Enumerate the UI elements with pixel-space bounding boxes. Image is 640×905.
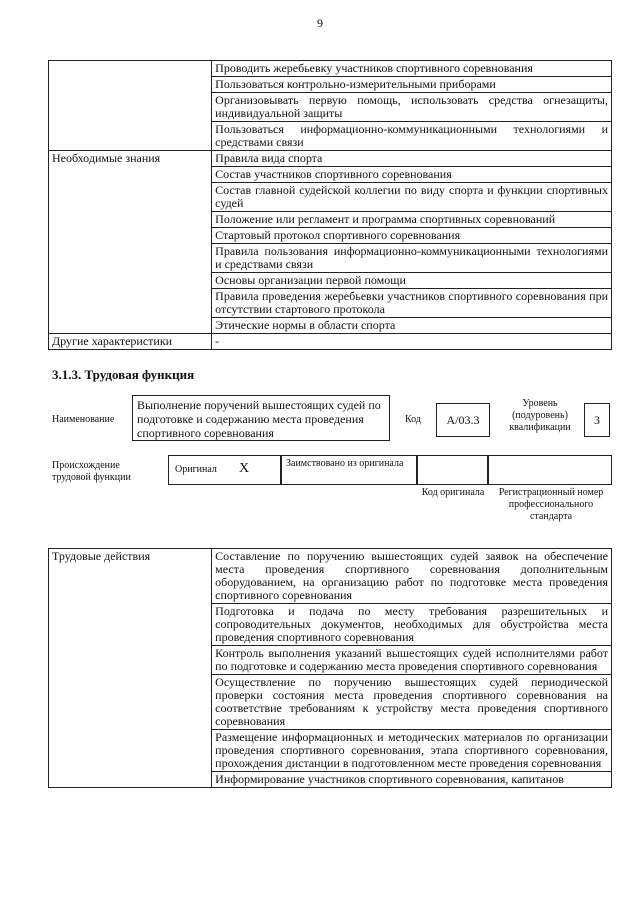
labor-actions-label: Трудовые действия [49,549,212,788]
page-number: 9 [317,16,323,30]
knowledge-label: Необходимые знания [49,151,212,334]
level-value-box: 3 [584,403,610,437]
reg-number-box [488,455,612,485]
labor-action-item: Осуществление по поручению вышестоящих судей периодической проверки состояния места проведения спортивного соревнования на соответствие требованиям к устройству места проведения спортивного соревнования [212,675,612,730]
other-characteristics-value: - [212,334,612,350]
knowledge-item: Основы организации первой помощи [212,273,612,289]
skill-item: Пользоваться контрольно-измерительными приборами [212,77,612,93]
knowledge-item: Правила пользования информационно-коммуникационными технологиями и средствами связи [212,244,612,273]
code-label: Код [405,414,421,425]
section-heading: 3.1.3. Трудовая функция [52,367,195,382]
skill-item: Проводить жеребьевку участников спортивного соревнования [212,61,612,77]
labor-action-item: Контроль выполнения указаний вышестоящих судей исполнителями работ по подготовке и содержанию места проведения спортивного соревнования [212,646,612,675]
knowledge-item: Этические нормы в области спорта [212,318,612,334]
orig-code-box [417,455,488,485]
function-name-box: Выполнение поручений вышестоящих судей по подготовке и содержанию места проведения спортивного соревнования [132,395,390,441]
skill-item: Организовывать первую помощь, использовать средства огнезащиты, индивидуальной защиты [212,93,612,122]
labor-action-item: Составление по поручению вышестоящих судей заявок на обеспечение места проведения спортивного соревнования дополнительным оборудованием, на организацию работ по подготовке места проведения спортивного соревнования [212,549,612,604]
reg-number-label: Регистрационный номер профессионального стандарта [498,487,604,522]
labor-action-item: Подготовка и подача по месту требования разрешительных и сопроводительных документов, необходимых для обустройства места проведения спортивного соревнования [212,604,612,646]
orig-code-label: Код оригинала [421,487,485,498]
labor-action-item: Информирование участников спортивного соревнования, капитанов [212,772,612,788]
knowledge-item: Состав участников спортивного соревнования [212,167,612,183]
borrowed-box: Заимствовано из оригинала [281,455,417,485]
origin-label: Происхождение трудовой функции [52,460,131,483]
knowledge-item: Стартовый протокол спортивного соревнования [212,228,612,244]
code-value-box: А/03.3 [436,403,490,437]
skill-item: Пользоваться информационно-коммуникационными технологиями и средствами связи [212,122,612,151]
other-characteristics-label: Другие характеристики [49,334,212,350]
knowledge-item: Правила проведения жеребьевки участников спортивного соревнования при отсутствии стартового протокола [212,289,612,318]
level-label: Уровень (подуровень) квалификации [509,398,571,433]
skills-label-cell [49,61,212,151]
labor-action-item: Размещение информационных и методических материалов по организации проведения спортивного соревнования, этапа спортивного соревнования, прохождения дистанции в подготовленном месте проведения соревнования [212,730,612,772]
knowledge-table [48,60,612,350]
original-box [168,455,281,485]
knowledge-item: Состав главной судейской коллегии по виду спорта и функции спортивных судей [212,183,612,212]
original-label: Оригинал [175,464,217,475]
knowledge-item: Правила вида спорта [212,151,612,167]
name-label: Наименование [52,414,115,425]
labor-actions-table [48,548,612,788]
original-mark: X [239,461,250,476]
knowledge-item: Положение или регламент и программа спортивных соревнований [212,212,612,228]
